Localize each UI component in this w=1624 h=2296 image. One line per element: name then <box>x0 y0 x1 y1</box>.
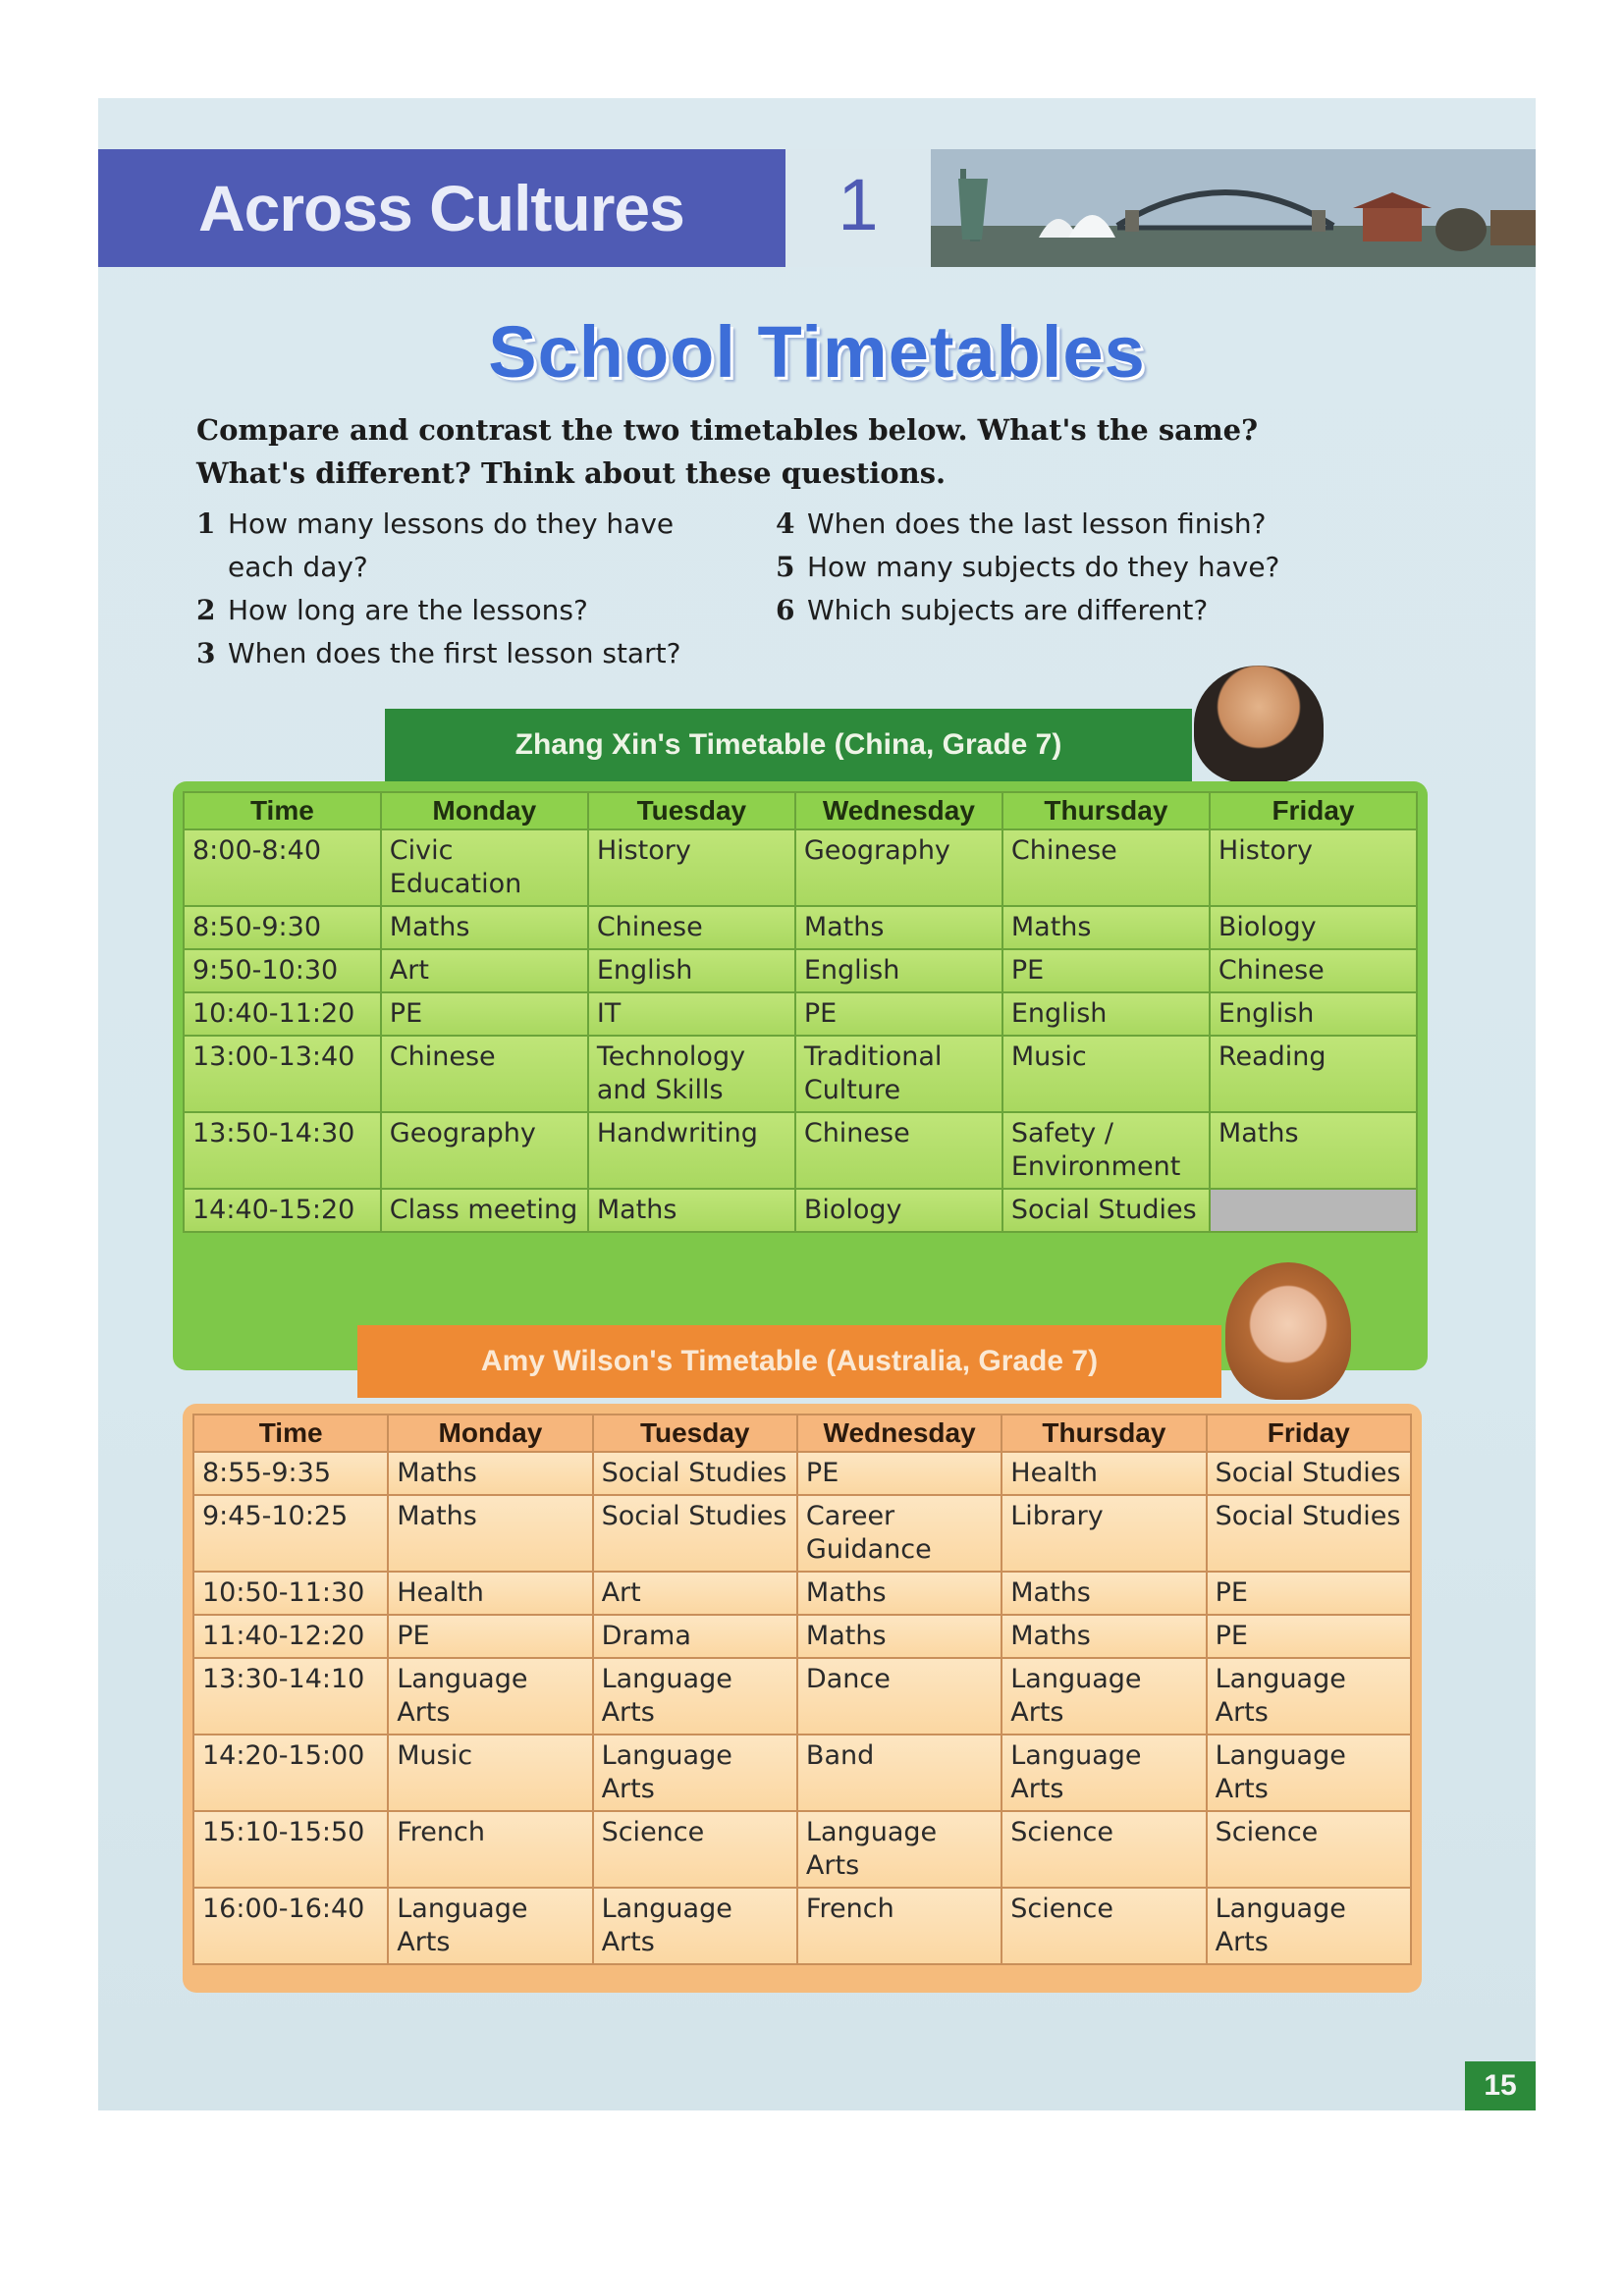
question-number: 6 <box>776 594 795 626</box>
subject-cell: Chinese <box>1002 829 1210 906</box>
subject-cell: Health <box>388 1572 592 1615</box>
subject-cell: Geography <box>795 829 1002 906</box>
subject-cell: Biology <box>1210 906 1417 949</box>
subject-cell: Maths <box>381 906 588 949</box>
time-cell: 13:50-14:30 <box>184 1112 381 1189</box>
time-cell: 14:20-15:00 <box>193 1735 388 1811</box>
subject-cell: Art <box>593 1572 797 1615</box>
subject-cell: Maths <box>388 1495 592 1572</box>
subject-cell: English <box>1002 992 1210 1036</box>
questions-right <box>776 503 1463 632</box>
subject-cell: Band <box>797 1735 1001 1811</box>
question-number: 1 <box>196 507 216 540</box>
unit-number: 1 <box>838 164 879 245</box>
subject-cell: Maths <box>588 1189 795 1232</box>
subject-cell: Civic Education <box>381 829 588 906</box>
subject-cell: PE <box>1002 949 1210 992</box>
question-number: 2 <box>196 594 216 626</box>
column-header: Thursday <box>1002 792 1210 829</box>
column-header: Wednesday <box>795 792 1002 829</box>
landmarks-illustration <box>931 149 1536 267</box>
question-number: 3 <box>196 637 216 669</box>
subject-cell: Language Arts <box>1207 1658 1411 1735</box>
column-header: Thursday <box>1001 1415 1206 1452</box>
subject-cell: Language Arts <box>797 1811 1001 1888</box>
question-item <box>776 503 1463 546</box>
table-row <box>193 1452 1411 1495</box>
subject-cell: Chinese <box>795 1112 1002 1189</box>
subject-cell: English <box>588 949 795 992</box>
table-row <box>193 1658 1411 1735</box>
subject-cell: Social Studies <box>593 1495 797 1572</box>
question-item <box>196 503 746 589</box>
subject-cell: Technology and Skills <box>588 1036 795 1112</box>
column-header: Tuesday <box>588 792 795 829</box>
column-header: Wednesday <box>797 1415 1001 1452</box>
australia-timetable-table <box>192 1414 1412 1965</box>
subject-cell: Dance <box>797 1658 1001 1735</box>
question-text: How many lessons do they have each day? <box>228 507 675 583</box>
subject-cell: Chinese <box>381 1036 588 1112</box>
subject-cell: Art <box>381 949 588 992</box>
table-row <box>184 1112 1417 1189</box>
china-timetable-table <box>183 791 1418 1233</box>
time-cell: 13:30-14:10 <box>193 1658 388 1735</box>
banner-title-panel <box>98 149 785 267</box>
subject-cell: PE <box>381 992 588 1036</box>
intro-paragraph <box>196 408 1473 495</box>
subject-cell: Language Arts <box>1207 1888 1411 1964</box>
subject-cell: Biology <box>795 1189 1002 1232</box>
subject-cell: Language Arts <box>1001 1658 1206 1735</box>
subject-cell: Language Arts <box>1001 1735 1206 1811</box>
subject-cell: Drama <box>593 1615 797 1658</box>
intro-line: Compare and contrast the two timetables below. What's the same? <box>196 413 1259 447</box>
question-text: When does the first lesson start? <box>228 637 681 669</box>
column-header: Tuesday <box>593 1415 797 1452</box>
time-cell: 13:00-13:40 <box>184 1036 381 1112</box>
question-number: 5 <box>776 551 795 583</box>
boy-photo <box>1194 666 1324 783</box>
time-cell: 8:00-8:40 <box>184 829 381 906</box>
question-text: How many subjects do they have? <box>807 551 1280 583</box>
time-cell: 11:40-12:20 <box>193 1615 388 1658</box>
subject-cell: English <box>1210 992 1417 1036</box>
column-header: Friday <box>1210 792 1417 829</box>
subject-cell: Traditional Culture <box>795 1036 1002 1112</box>
time-cell: 16:00-16:40 <box>193 1888 388 1964</box>
table-row <box>184 949 1417 992</box>
subject-cell: Geography <box>381 1112 588 1189</box>
subject-cell: Safety / Environment <box>1002 1112 1210 1189</box>
time-cell: 10:40-11:20 <box>184 992 381 1036</box>
subject-cell: English <box>795 949 1002 992</box>
subject-cell: Maths <box>795 906 1002 949</box>
subject-cell: Social Studies <box>593 1452 797 1495</box>
time-cell: 9:45-10:25 <box>193 1495 388 1572</box>
subject-cell: IT <box>588 992 795 1036</box>
subject-cell: Language Arts <box>593 1735 797 1811</box>
subject-cell: Music <box>1002 1036 1210 1112</box>
subject-cell: Reading <box>1210 1036 1417 1112</box>
subject-cell: Language Arts <box>388 1658 592 1735</box>
australia-timetable <box>183 1404 1422 1993</box>
column-header: Friday <box>1207 1415 1411 1452</box>
subject-cell: PE <box>388 1615 592 1658</box>
subject-cell: Maths <box>1210 1112 1417 1189</box>
china-timetable <box>173 781 1428 1370</box>
banner-title: Across Cultures <box>198 172 684 244</box>
subject-cell: Science <box>593 1811 797 1888</box>
question-text: Which subjects are different? <box>807 594 1209 626</box>
subject-cell: Chinese <box>588 906 795 949</box>
subject-cell: Handwriting <box>588 1112 795 1189</box>
unit-banner <box>98 149 1536 267</box>
subject-cell: French <box>797 1888 1001 1964</box>
table-row <box>193 1888 1411 1964</box>
subject-cell: Social Studies <box>1207 1495 1411 1572</box>
time-cell: 15:10-15:50 <box>193 1811 388 1888</box>
subject-cell: Science <box>1207 1811 1411 1888</box>
question-item <box>196 589 746 632</box>
china-timetable-heading: Zhang Xin's Timetable (China, Grade 7) <box>385 709 1192 781</box>
subject-cell: Social Studies <box>1207 1452 1411 1495</box>
question-text: When does the last lesson finish? <box>807 507 1267 540</box>
time-cell: 14:40-15:20 <box>184 1189 381 1232</box>
subject-cell: Social Studies <box>1002 1189 1210 1232</box>
subject-cell: Maths <box>1002 906 1210 949</box>
page-title: School Timetables <box>488 311 1146 393</box>
subject-cell: Language Arts <box>388 1888 592 1964</box>
questions-left <box>196 503 746 675</box>
subject-cell: Language Arts <box>1207 1735 1411 1811</box>
subject-cell: Maths <box>797 1615 1001 1658</box>
australia-timetable-heading: Amy Wilson's Timetable (Australia, Grade 7) <box>357 1325 1221 1398</box>
subject-cell: Health <box>1001 1452 1206 1495</box>
subject-cell: PE <box>1207 1572 1411 1615</box>
subject-cell: History <box>1210 829 1417 906</box>
column-header: Monday <box>381 792 588 829</box>
question-item <box>776 589 1463 632</box>
column-header: Monday <box>388 1415 592 1452</box>
subject-cell: Maths <box>1001 1572 1206 1615</box>
subject-cell: PE <box>1207 1615 1411 1658</box>
subject-cell: Science <box>1001 1811 1206 1888</box>
time-cell: 9:50-10:30 <box>184 949 381 992</box>
subject-cell <box>1210 1189 1417 1232</box>
subject-cell: Class meeting <box>381 1189 588 1232</box>
table-row <box>193 1811 1411 1888</box>
subject-cell: Career Guidance <box>797 1495 1001 1572</box>
subject-cell: Science <box>1001 1888 1206 1964</box>
subject-cell: History <box>588 829 795 906</box>
subject-cell: Language Arts <box>593 1888 797 1964</box>
table-row <box>184 1189 1417 1232</box>
subject-cell: Library <box>1001 1495 1206 1572</box>
table-row <box>193 1495 1411 1572</box>
subject-cell: Maths <box>1001 1615 1206 1658</box>
landmarks-photo-strip <box>931 149 1536 267</box>
time-cell: 10:50-11:30 <box>193 1572 388 1615</box>
table-row <box>193 1615 1411 1658</box>
question-number: 4 <box>776 507 795 540</box>
subject-cell: Maths <box>797 1572 1001 1615</box>
subject-cell: French <box>388 1811 592 1888</box>
table-row <box>184 992 1417 1036</box>
intro-line: What's different? Think about these questions. <box>196 456 947 490</box>
subject-cell: Language Arts <box>593 1658 797 1735</box>
time-cell: 8:55-9:35 <box>193 1452 388 1495</box>
time-cell: 8:50-9:30 <box>184 906 381 949</box>
table-row <box>193 1735 1411 1811</box>
question-item <box>196 632 746 675</box>
table-row <box>184 1036 1417 1112</box>
column-header: Time <box>184 792 381 829</box>
subject-cell: PE <box>797 1452 1001 1495</box>
subject-cell: Maths <box>388 1452 592 1495</box>
table-row <box>184 906 1417 949</box>
column-header: Time <box>193 1415 388 1452</box>
table-row <box>193 1572 1411 1615</box>
textbook-page <box>98 98 1536 2110</box>
subject-cell: Music <box>388 1735 592 1811</box>
subject-cell: PE <box>795 992 1002 1036</box>
girl-photo <box>1225 1262 1351 1400</box>
table-row <box>184 829 1417 906</box>
question-text: How long are the lessons? <box>228 594 588 626</box>
unit-number-box <box>785 149 931 267</box>
page-number: 15 <box>1465 2061 1536 2110</box>
question-item <box>776 546 1463 589</box>
subject-cell: Chinese <box>1210 949 1417 992</box>
